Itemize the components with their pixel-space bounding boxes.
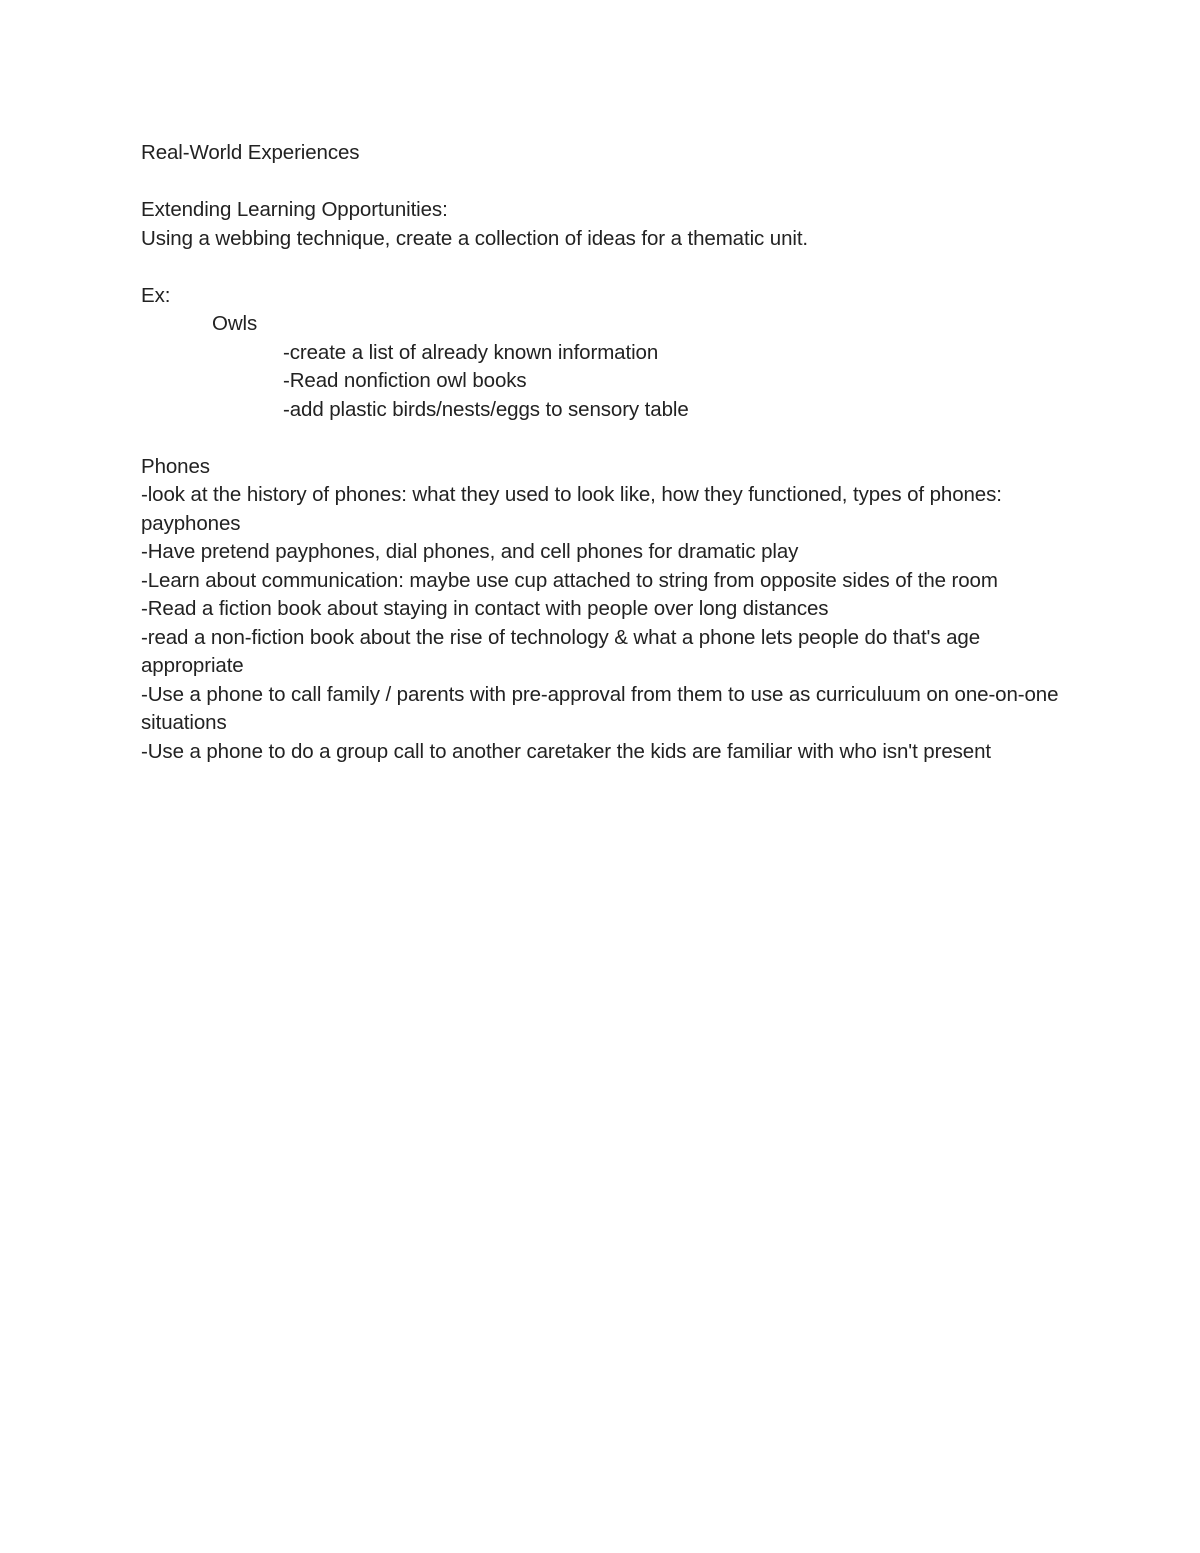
owls-topic: Owls — [212, 312, 258, 335]
spacer — [141, 253, 1071, 282]
phones-item: -Use a phone to do a group call to another caretaker the kids are familiar with who isn't present — [141, 739, 991, 763]
document-title: Real-World Experiences — [141, 141, 360, 164]
phones-item: -Use a phone to call family / parents with pre-approval from them to use as curriculuum on one-on-one situations — [141, 682, 1059, 734]
instruction-text: Using a webbing technique, create a collection of ideas for a thematic unit. — [141, 226, 809, 250]
owls-item: -create a list of already known information — [283, 340, 659, 364]
section-heading: Extending Learning Opportunities: — [141, 198, 448, 221]
owls-item: -add plastic birds/nests/eggs to sensory table — [283, 397, 689, 421]
phones-topic: Phones — [141, 454, 210, 478]
spacer — [141, 424, 1071, 453]
phones-item: -Learn about communication: maybe use cup attached to string from opposite sides of the room — [141, 568, 998, 592]
document-body — [141, 139, 1071, 766]
example-label: Ex: — [141, 283, 171, 307]
phones-item: -Read a fiction book about staying in contact with people over long distances — [141, 597, 829, 620]
owls-item: -Read nonfiction owl books — [283, 369, 527, 392]
phones-item: -look at the history of phones: what they used to look like, how they functioned, types of phones: payphones — [141, 483, 1002, 535]
phones-item: -read a non-fiction book about the rise of technology & what a phone lets people do that's age appropriate — [141, 625, 981, 677]
phones-item: -Have pretend payphones, dial phones, and cell phones for dramatic play — [141, 540, 799, 563]
spacer — [141, 168, 1071, 197]
